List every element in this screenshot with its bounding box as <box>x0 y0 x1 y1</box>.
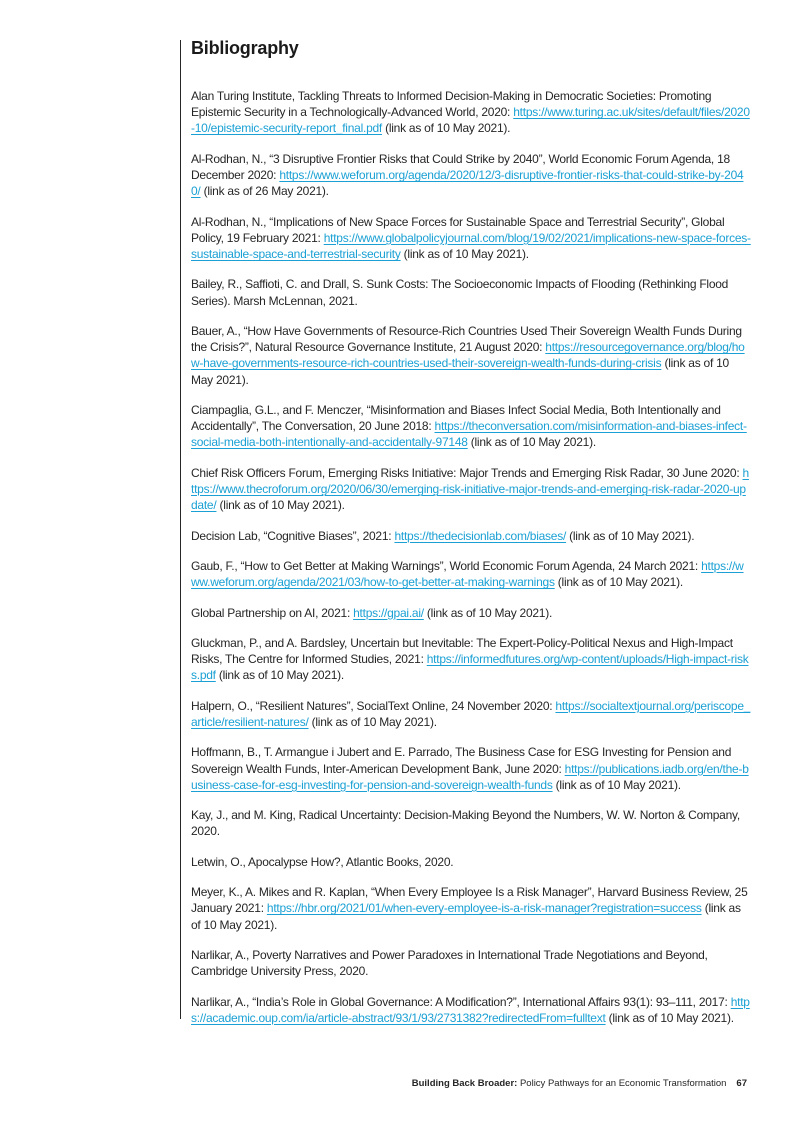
entry-link-note: (link as of 10 May 2021). <box>191 901 741 932</box>
page-footer <box>412 1078 747 1089</box>
entry-citation-text: Bailey, R., Saffioti, C. and Drall, S. Sunk Costs: The Socioeconomic Impacts of Flooding (Rethinking Flood Series). Marsh McLennan, 2021. <box>191 277 729 308</box>
entry-citation-text: Halpern, O., “Resilient Natures”, SocialText Online, 24 November 2020: <box>191 698 556 713</box>
entry-link-note: (link as of 10 May 2021). <box>554 575 683 590</box>
bibliography-entry <box>191 528 751 544</box>
entry-link[interactable]: https://publications.iadb.org/en/the-business-case-for-esg-investing-for-pension-and-sovereign-wealth-funds <box>191 761 749 792</box>
entry-link-note: (link as of 10 May 2021). <box>552 777 681 792</box>
entry-citation-text: Global Partnership on AI, 2021: <box>191 605 354 620</box>
entry-link[interactable]: https://www.weforum.org/agenda/2021/03/how-to-get-better-at-making-warnings <box>191 558 744 590</box>
bibliography-entry <box>191 994 751 1026</box>
bibliography-list <box>191 88 751 1040</box>
entry-link-note: (link as of 10 May 2021). <box>215 668 344 683</box>
entry-link[interactable]: https://thedecisionlab.com/biases/ <box>394 528 567 543</box>
bibliography-entry <box>191 807 751 839</box>
page-number: 67 <box>736 1078 747 1089</box>
entry-citation-text: Decision Lab, “Cognitive Biases”, 2021: <box>191 528 395 543</box>
entry-link[interactable]: https://informedfutures.org/wp-content/uploads/High-impact-risks.pdf <box>191 652 749 683</box>
bibliography-entry <box>191 151 751 200</box>
entry-citation-text: Hoffmann, B., T. Armangue i Jubert and E. Parrado, The Business Case for ESG Investing for Pension and Sovereign Wealth Funds, Inter-American Development Bank, June 2020: <box>191 745 732 776</box>
entry-citation-text: Gluckman, P., and A. Bardsley, Uncertain but Inevitable: The Expert-Policy-Political Nexus and High-Impact Risks, The Centre for Informed Studies, 2021: <box>191 635 733 667</box>
bibliography-entry <box>191 635 751 684</box>
entry-link[interactable]: https://www.globalpolicyjournal.com/blog/19/02/2021/implications-new-space-forces-sustainable-space-and-terrestrial-security <box>191 230 751 261</box>
entry-link[interactable]: https://theconversation.com/misinformation-and-biases-infect-social-media-both-intentionally-and-accidentally-97148 <box>191 419 747 450</box>
entry-link[interactable]: https://www.turing.ac.uk/sites/default/files/2020-10/epistemic-security-report_final.pdf <box>191 105 750 136</box>
entry-link-note: (link as of 10 May 2021). <box>566 528 695 543</box>
entry-citation-text: Letwin, O., Apocalypse How?, Atlantic Books, 2020. <box>191 854 454 869</box>
entry-link-note: (link as of 10 May 2021). <box>308 714 437 729</box>
bibliography-entry <box>191 744 751 793</box>
entry-link[interactable]: https://www.weforum.org/agenda/2020/12/3-disruptive-frontier-risks-that-could-strike-by-2040/ <box>191 168 744 199</box>
entry-citation-text: Narlikar, A., Poverty Narratives and Power Paradoxes in International Trade Negotiations and Beyond, Cambridge University Press, 2020. <box>191 947 708 979</box>
bibliography-entry <box>191 884 751 933</box>
bibliography-entry <box>191 854 751 870</box>
footer-subtitle: Policy Pathways for an Economic Transformation <box>517 1078 727 1089</box>
page-title: Bibliography <box>191 38 299 58</box>
entry-citation-text: Ciampaglia, G.L., and F. Menczer, “Misinformation and Biases Infect Social Media, Both Intentionally and Accidentally”, The Conversation, 20 June 2018: <box>191 402 721 434</box>
bibliography-entry <box>191 558 751 590</box>
entry-link[interactable]: https://resourcegovernance.org/blog/how-have-governments-resource-rich-countries-used-their-sovereign-wealth-funds-during-crisis <box>191 340 745 371</box>
entry-citation-text: Al-Rodhan, N., “Implications of New Space Forces for Sustainable Space and Terrestrial Security”, Global Policy, 19 February 2021: <box>191 214 725 245</box>
bibliography-entry <box>191 465 751 514</box>
left-margin-rule <box>180 40 181 1019</box>
entry-link[interactable]: https://hbr.org/2021/01/when-every-employee-is-a-risk-manager?registration=success <box>266 901 702 916</box>
entry-link-note: (link as of 10 May 2021). <box>216 498 345 513</box>
entry-citation-text: Alan Turing Institute, Tackling Threats to Informed Decision-Making in Democratic Societies: Promoting Epistemic Security in a Technologically-Advanced World, 2020: <box>191 89 712 120</box>
entry-link-note: (link as of 10 May 2021). <box>423 605 553 620</box>
bibliography-entry <box>191 323 751 388</box>
entry-link-note: (link as of 10 May 2021). <box>467 435 596 450</box>
entry-link-note: (link as of 10 May 2021). <box>382 121 511 136</box>
bibliography-entry <box>191 947 751 979</box>
entry-citation-text: Al-Rodhan, N., “3 Disruptive Frontier Risks that Could Strike by 2040”, World Economic Forum Agenda, 18 December 2020: <box>191 151 730 182</box>
entry-link[interactable]: https://www.thecroforum.org/2020/06/30/emerging-risk-initiative-major-trends-and-emerging-risk-radar-2020-update/ <box>191 465 749 513</box>
footer-title: Building Back Broader: <box>411 1078 518 1089</box>
entry-citation-text: Meyer, K., A. Mikes and R. Kaplan, “When Every Employee Is a Risk Manager”, Harvard Business Review, 25 January 2021: <box>191 885 748 916</box>
entry-link-note: (link as of 10 May 2021). <box>400 247 529 261</box>
entry-link[interactable]: https://academic.oup.com/ia/article-abstract/93/1/93/2731382?redirectedFrom=fulltext <box>191 994 750 1025</box>
entry-link[interactable]: https://socialtextjournal.org/periscope_article/resilient-natures/ <box>191 698 751 729</box>
entry-link[interactable]: https://gpai.ai/ <box>353 605 424 620</box>
bibliography-entry <box>191 605 751 621</box>
entry-citation-text: Narlikar, A., “India’s Role in Global Governance: A Modification?”, International Affairs 93(1): 93–111, 2017: <box>191 994 731 1009</box>
bibliography-entry <box>191 698 751 730</box>
entry-link-note: (link as of 26 May 2021). <box>200 184 329 199</box>
entry-citation-text: Gaub, F., “How to Get Better at Making Warnings”, World Economic Forum Agenda, 24 March 2021: <box>191 558 702 573</box>
entry-citation-text: Kay, J., and M. King, Radical Uncertainty: Decision-Making Beyond the Numbers, W. W. Norton & Company, 2020. <box>191 808 740 839</box>
entry-link-note: (link as of 10 May 2021). <box>605 1010 734 1025</box>
entry-citation-text: Bauer, A., “How Have Governments of Resource-Rich Countries Used Their Sovereign Wealth Funds During the Crisis?”, Natural Resource Governance Institute, 21 August 2020: <box>191 323 742 355</box>
bibliography-entry <box>191 88 751 137</box>
bibliography-entry <box>191 402 751 451</box>
bibliography-entry <box>191 276 751 308</box>
entry-link-note: (link as of 10 May 2021). <box>191 356 729 387</box>
entry-citation-text: Chief Risk Officers Forum, Emerging Risks Initiative: Major Trends and Emerging Risk Radar, 30 June 2020: <box>191 465 743 480</box>
bibliography-entry <box>191 214 751 263</box>
